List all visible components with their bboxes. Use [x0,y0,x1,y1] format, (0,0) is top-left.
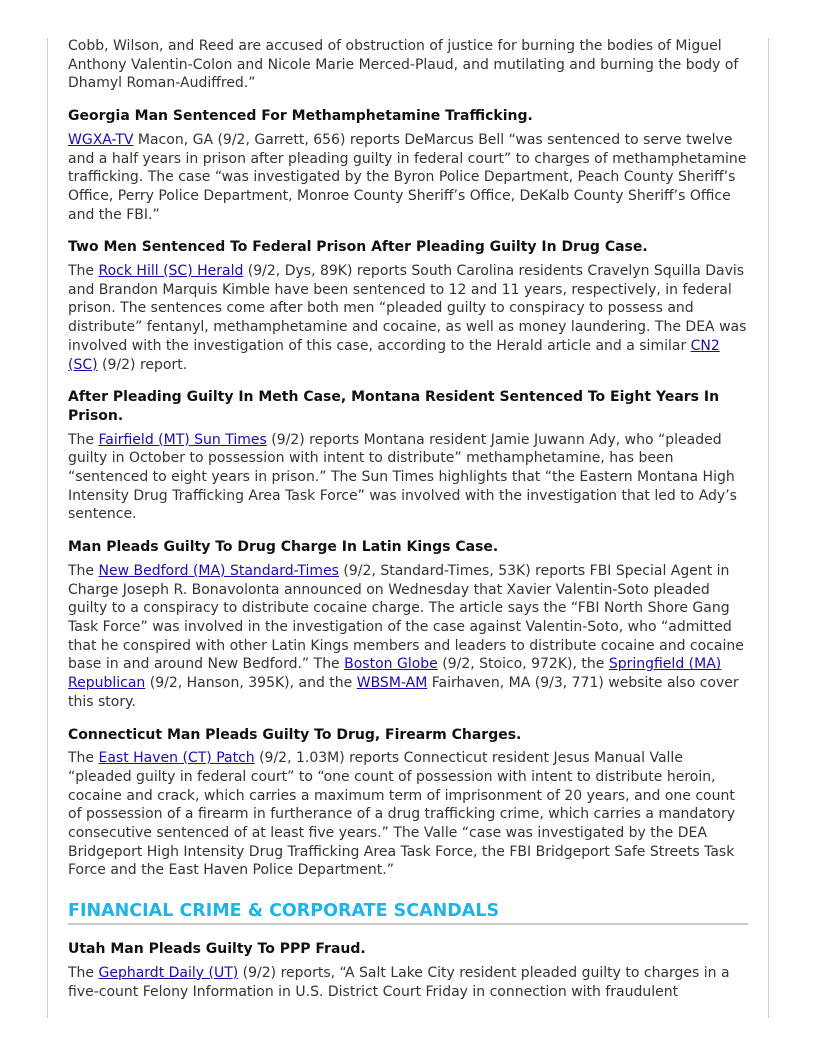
article-two-men-sentenced [68,238,748,374]
article-headline: Georgia Man Sentenced For Methamphetamine Trafficking. [68,108,533,125]
source-link-cn2[interactable]: CN2 (SC) [68,337,720,373]
article-body: WGXA-TV Macon, GA (9/2, Garrett, 656) reports DeMarcus Bell “was sentenced to serve twelve and a half years in prison after pleading guilty in federal court” to charges of methamphetamine trafficking. The case “was investigated by the Byron Police Department, Peach County Sheriff’s Office, Perry Police Department, Monroe County Sheriff’s Office, DeKalb County Sheriff’s Office and the FBI.” [68,131,747,223]
page-border-left [47,38,48,1018]
source-link-east-haven-patch[interactable]: East Haven (CT) Patch [98,750,255,767]
article-body: The Fairfield (MT) Sun Times (9/2) reports Montana resident Jamie Juwann Ady, who “pleaded guilty in October to possession with intent to distribute” methamphetamine, has been “sentenced to eight years in prison.” The Sun Times highlights that “the Eastern Montana High Intensity Drug Trafficking Area Task Force” was involved with the investigation that led to Ady’s sentence. [68,431,737,523]
source-link-boston-globe[interactable]: Boston Globe [344,656,438,673]
source-link-rock-hill-herald[interactable]: Rock Hill (SC) Herald [98,263,244,280]
source-link-springfield-republican[interactable]: Springfield (MA) Republican [68,656,722,692]
article-body: The East Haven (CT) Patch (9/2, 1.03M) reports Connecticut resident Jesus Manual Valle “pleaded guilty in federal court” to “one count of possession with intent to distribute heroin, cocaine and crack, which carries a maximum term of imprisonment of 20 years, and one count of possession of a firearm in furtherance of a drug trafficking crime, which carries a mandatory consecutive sentenced of at least five years.” The Valle “case was investigated by the DEA Bridgeport High Intensity Drug Trafficking Area Task Force, the FBI Bridgeport Safe Streets Task Force and the East Haven Police Department.” [68,750,735,879]
article-body: The New Bedford (MA) Standard-Times (9/2, Standard-Times, 53K) reports FBI Special Agent in Charge Joseph R. Bonavolonta announced on Wednesday that Xavier Valentin-Soto pleaded guilty to a conspiracy to distribute cocaine charge. The article says the “FBI North Shore Gang Task Force” was involved in the investigation of the case against Valentin-Soto, who “admitted that he conspired with other Latin Kings members and leaders to distribute cocaine and cocaine base in and around New Bedford.” The Boston Globe (9/2, Stoico, 972K), the Springfield (MA) Republican (9/2, Hanson, 395K), and the WBSM-AM Fairhaven, MA (9/3, 771) website also cover this story. [68,562,744,710]
source-link-gephardt-daily[interactable]: Gephardt Daily (UT) [98,964,239,981]
source-link-fairfield-sun-times[interactable]: Fairfield (MT) Sun Times [98,431,267,448]
article-headline: Utah Man Pleads Guilty To PPP Fraud. [68,941,366,958]
article-body: The Gephardt Daily (UT) (9/2) reports, “A Salt Lake City resident pleaded guilty to charges in a five-count Felony Information in U.S. District Court Friday in connection with fraudulent [68,964,730,1000]
article-latin-kings [68,538,748,711]
document-body [68,37,748,1001]
lead-paragraph: Cobb, Wilson, and Reed are accused of obstruction of justice for burning the bodies of Miguel Anthony Valentin-Colon and Nicole Marie Merced-Plaud, and mutilating and burning the body of Dhamyl Roman-Audiffred.” [68,38,739,92]
article-headline: After Pleading Guilty In Meth Case, Montana Resident Sentenced To Eight Years In Prison. [68,389,720,424]
source-link-wbsm[interactable]: WBSM-AM [356,675,428,692]
section-heading-financial-crime: FINANCIAL CRIME & CORPORATE SCANDALS [68,900,748,925]
article-body: The Rock Hill (SC) Herald (9/2, Dys, 89K) reports South Carolina residents Cravelyn Squilla Davis and Brandon Marquis Kimble have been sentenced to 12 and 11 years, respectively, in federal prison. The sentences come after both men “pleaded guilty to conspiracy to possess and distribute” fentanyl, methamphetamine and cocaine, as well as money laundering. The DEA was involved with the investigation of this case, according to the Herald article and a similar CN2 (SC) (9/2) report. [68,263,747,373]
article-connecticut [68,726,748,881]
article-montana-meth [68,388,748,524]
source-link-wgxa[interactable]: WGXA-TV [68,131,134,148]
article-headline: Man Pleads Guilty To Drug Charge In Latin Kings Case. [68,539,499,556]
article-headline: Connecticut Man Pleads Guilty To Drug, Firearm Charges. [68,726,522,743]
article-utah-ppp [68,940,748,1001]
page-border-right [768,38,769,1018]
article-headline: Two Men Sentenced To Federal Prison After Pleading Guilty In Drug Case. [68,239,648,256]
article-georgia-meth [68,107,748,224]
source-link-new-bedford-standard-times[interactable]: New Bedford (MA) Standard-Times [98,562,339,579]
